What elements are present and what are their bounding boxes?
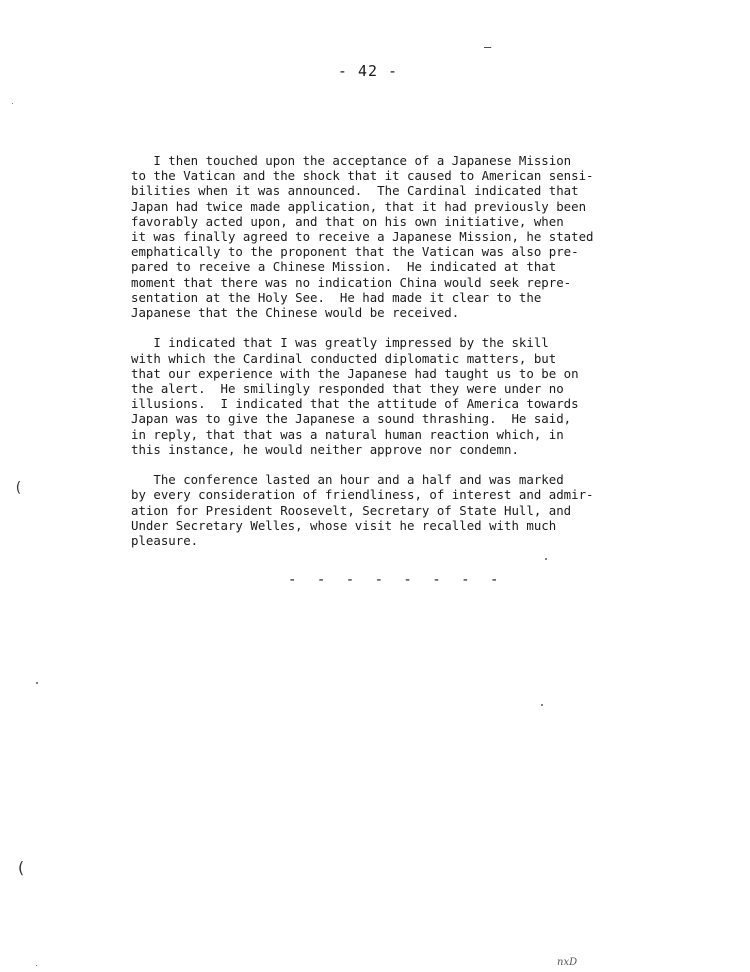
- text-line: bilities when it was announced. The Cardinal indicated that: [131, 183, 579, 199]
- scan-speck: [36, 965, 37, 966]
- text-line: illusions. I indicated that the attitude of America towards: [131, 396, 579, 412]
- text-line: pleasure.: [131, 533, 199, 549]
- text-line: Japan had twice made application, that it had previously been: [131, 198, 587, 214]
- page-number: - 42 -: [337, 62, 399, 80]
- scan-speck: [541, 704, 543, 706]
- text-line: sentation at the Holy See. He had made it clear to the: [131, 289, 542, 305]
- text-line: favorably acted upon, and that on his own initiative, when: [131, 213, 564, 229]
- section-separator: - - - - - - - -: [288, 572, 505, 588]
- text-line: The conference lasted an hour and a half and was marked: [131, 472, 564, 488]
- text-line: it was finally agreed to receive a Japanese Mission, he stated: [131, 229, 594, 245]
- text-line: with which the Cardinal conducted diplomatic matters, but: [131, 350, 557, 366]
- text-line: in reply, that that was a natural human reaction which, in: [131, 426, 564, 442]
- text-line: the alert. He smilingly responded that they were under no: [131, 381, 564, 397]
- body-text: [131, 153, 696, 563]
- text-line: I then touched upon the acceptance of a Japanese Mission: [131, 153, 572, 168]
- text-line: to the Vatican and the shock that it caused to American sensi-: [131, 168, 594, 184]
- text-line: that our experience with the Japanese had taught us to be on: [131, 365, 579, 381]
- text-line: this instance, he would neither approve nor condemn.: [131, 441, 519, 457]
- text-line: Japan was to give the Japanese a sound thrashing. He said,: [131, 411, 572, 427]
- margin-paren-upper: (: [14, 480, 23, 496]
- paragraph-2: [131, 335, 696, 457]
- margin-paren-lower: (: [16, 858, 26, 877]
- text-line: by every consideration of friendliness, of interest and admir-: [131, 487, 594, 503]
- text-line: emphatically to the proponent that the Vatican was also pre-: [131, 244, 579, 260]
- paragraph-3: [131, 472, 696, 548]
- text-line: ation for President Roosevelt, Secretary of State Hull, and: [131, 502, 572, 518]
- scan-speck: [12, 103, 13, 104]
- text-line: pared to receive a Chinese Mission. He indicated at that: [131, 259, 557, 275]
- top-scan-mark: —: [484, 40, 492, 54]
- text-line: moment that there was no indication China would seek repre-: [131, 274, 572, 290]
- text-line: Japanese that the Chinese would be received.: [131, 305, 460, 321]
- scan-speck: [545, 558, 547, 560]
- archive-stamp: nxD: [557, 957, 578, 968]
- scan-speck: [36, 682, 38, 684]
- text-line: I indicated that I was greatly impressed by the skill: [131, 335, 549, 351]
- text-line: Under Secretary Welles, whose visit he recalled with much: [131, 517, 557, 533]
- paragraph-1: [131, 153, 696, 320]
